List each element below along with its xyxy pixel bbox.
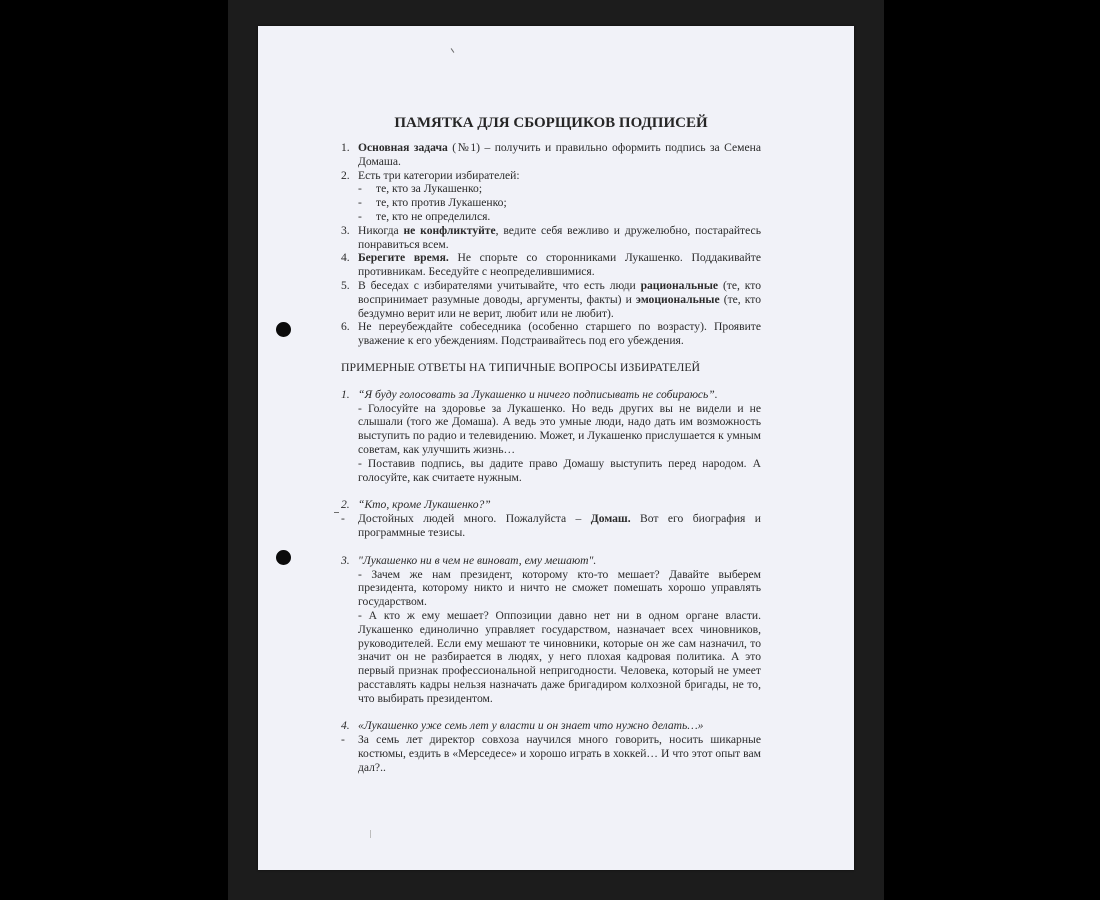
question-number: 1.	[341, 387, 350, 401]
answer-text-rest: Вот его биография и программные тезисы.	[358, 512, 761, 539]
dash-marker: -	[341, 512, 345, 526]
question-line	[341, 498, 761, 512]
question-block	[341, 719, 761, 774]
instruction-item	[341, 279, 761, 320]
sub-list-item	[341, 196, 761, 210]
answer-text-start: Достойных людей много. Пожалуйста –	[358, 512, 591, 526]
question-block	[341, 388, 761, 485]
sub-item-text: те, кто против Лукашенко;	[376, 196, 507, 210]
item-text	[358, 251, 761, 279]
instruction-item	[341, 320, 761, 348]
bold-phrase: Основная задача	[358, 141, 448, 154]
instruction-item	[341, 141, 761, 169]
question-text: “Кто, кроме Лукашенко?”	[358, 498, 491, 512]
question-number: 4.	[341, 719, 350, 733]
bold-phrase: не конфликтуйте	[403, 223, 496, 237]
item-text-rest: , ведите себя вежливо и дружелюбно, постарайтесь понравиться всем.	[358, 223, 761, 251]
dash-marker: -	[358, 196, 362, 210]
question-number: 2.	[341, 498, 350, 512]
answer-paragraph: - Голосуйте на здоровье за Лукашенко. Но ведь других вы не видели и не слышали (того же Домаша). А ведь это умные люди, надо дать им возможность выступить по радио и телевидению. Может, и Лукашенко прислушается к умным советам, как улучшить жизнь…	[358, 401, 761, 456]
bold-phrase: Берегите время.	[358, 251, 449, 265]
answers-heading: ПРИМЕРНЫЕ ОТВЕТЫ НА ТИПИЧНЫЕ ВОПРОСЫ ИЗБИРАТЕЛЕЙ	[341, 359, 701, 374]
item-text-rest: Не спорьте со сторонниками Лукашенко. Поддакивайте противникам. Беседуйте с неопределившимися.	[358, 251, 761, 279]
question-number: 3.	[341, 553, 350, 567]
bold-phrase: рациональные	[640, 278, 719, 292]
question-text: "Лукашенко ни в чем не виноват, ему мешают".	[358, 553, 597, 567]
instruction-item	[341, 169, 761, 183]
sub-list-item	[341, 210, 761, 224]
item-number: 2.	[341, 168, 350, 182]
question-line	[341, 719, 761, 733]
item-text-middle: (те, кто воспринимает разумные доводы, аргументы, факты) и	[358, 278, 761, 306]
item-text-rest: (№1) – получить и правильно оформить подпись за Семена Домаша.	[358, 141, 761, 168]
punch-hole-icon	[276, 322, 291, 337]
item-text-rest: (те, кто бездумно верит или не верит, любит или не любит).	[358, 292, 761, 320]
answer-paragraph	[341, 512, 761, 540]
answer-text: За семь лет директор совхоза научился много говорить, носить шикарные костюмы, ездить в «Мерседесе» и хорошо играть в хоккей… И что этот опыт вам дал?..	[358, 733, 761, 774]
answer-text	[358, 512, 761, 540]
punch-hole-icon	[276, 550, 291, 565]
question-text: «Лукашенко уже семь лет у власти и он знает что нужно делать…»	[358, 719, 704, 733]
item-number: 1.	[341, 141, 350, 154]
item-number: 5.	[341, 278, 350, 292]
item-number: 4.	[341, 251, 350, 265]
question-line	[341, 554, 761, 568]
bold-phrase: эмоциональные	[635, 292, 720, 306]
sub-list-item	[341, 182, 761, 196]
bold-phrase: Домаш.	[590, 512, 631, 526]
item-text	[358, 224, 761, 252]
dust-speck	[334, 512, 339, 513]
dust-speck	[370, 830, 371, 838]
item-text	[358, 279, 761, 320]
document-body	[341, 114, 761, 789]
item-text: Не переубеждайте собеседника (особенно старшего по возрасту). Проявите уважение к его убеждениям. Подстраивайтесь под его убеждения.	[358, 320, 761, 348]
answer-paragraph: - Поставив подпись, вы дадите право Домашу выступить перед народом. А голосуйте, как считаете нужным.	[358, 456, 761, 484]
item-text-start: В беседах с избирателями учитывайте, что есть люди	[358, 278, 641, 292]
item-number: 3.	[341, 223, 350, 237]
instruction-item	[341, 224, 761, 252]
item-text	[358, 141, 761, 169]
answer-paragraph	[341, 733, 761, 774]
item-text-start: Никогда	[358, 223, 404, 237]
sub-item-text: те, кто не определился.	[376, 209, 491, 223]
dash-marker: -	[341, 733, 345, 747]
answer-paragraph: - А кто ж ему мешает? Оппозиции давно нет ни в одном органе власти. Лукашенко единолично управляет государством, назначает всех чиновников, руководителей. Если ему мешают те чиновники, которые он же сам назначил, то значит он не разбирается в людях, у него плохая кадровая политика. А это первый признак профессиональной непригодности. Человека, который не умеет расставлять кадры нельзя назначать даже бригадиром колхозной бригады, не то, что выбирать президентом.	[358, 608, 761, 705]
answer-paragraph: - Зачем же нам президент, которому кто-то мешает? Давайте выберем президента, которому никто и ничто не сможет помешать хорошо управлять государством.	[358, 567, 761, 609]
instruction-item	[341, 251, 761, 279]
dash-marker: -	[358, 209, 362, 223]
question-block	[341, 498, 761, 539]
item-text: Есть три категории избирателей:	[358, 168, 520, 182]
question-block	[341, 554, 761, 706]
sub-item-text: те, кто за Лукашенко;	[376, 182, 483, 196]
item-number: 6.	[341, 320, 350, 334]
question-line	[341, 388, 761, 402]
document-title: ПАМЯТКА ДЛЯ СБОРЩИКОВ ПОДПИСЕЙ	[394, 115, 708, 131]
question-text: “Я буду голосовать за Лукашенко и ничего подписывать не собираюсь”.	[358, 387, 718, 401]
dash-marker: -	[358, 182, 362, 196]
